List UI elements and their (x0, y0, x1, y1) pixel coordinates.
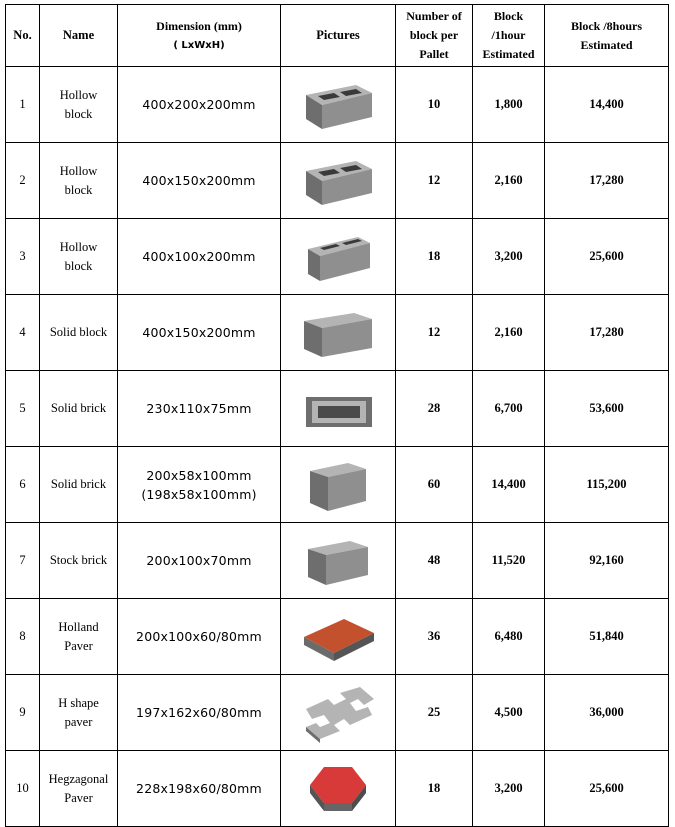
blocks-per-pallet: 18 (396, 219, 473, 295)
header-name: Name (40, 5, 118, 67)
blocks-per-hour: 3,200 (473, 219, 545, 295)
blocks-per-pallet: 60 (396, 447, 473, 523)
table-row (6, 751, 669, 827)
holland-paver-icon (284, 607, 392, 667)
header-per-8-hours: Block /8hours Estimated (545, 5, 669, 67)
header-no: No. (6, 5, 40, 67)
product-name: H shape paver (40, 675, 118, 751)
hexagonal-paver-icon (284, 759, 392, 819)
blocks-per-8-hours: 17,280 (545, 295, 669, 371)
dimension: 228x198x60/80mm (118, 751, 281, 827)
product-picture (281, 219, 396, 295)
row-number: 1 (6, 67, 40, 143)
blocks-per-pallet: 36 (396, 599, 473, 675)
table-row (6, 523, 669, 599)
blocks-per-hour: 6,700 (473, 371, 545, 447)
blocks-per-hour: 3,200 (473, 751, 545, 827)
table-row (6, 447, 669, 523)
dimension: 400x150x200mm (118, 295, 281, 371)
hollow-block-2-cores-icon (284, 151, 392, 211)
row-number: 4 (6, 295, 40, 371)
blocks-per-8-hours: 92,160 (545, 523, 669, 599)
solid-brick-icon (284, 455, 392, 515)
row-number: 8 (6, 599, 40, 675)
table-row (6, 143, 669, 219)
product-name: Hollow block (40, 143, 118, 219)
blocks-per-8-hours: 36,000 (545, 675, 669, 751)
product-picture (281, 67, 396, 143)
blocks-per-hour: 6,480 (473, 599, 545, 675)
dimension: 200x100x70mm (118, 523, 281, 599)
blocks-per-8-hours: 14,400 (545, 67, 669, 143)
product-name: Hegzagonal Paver (40, 751, 118, 827)
product-picture (281, 143, 396, 219)
header-per-hour: Block /1hour Estimated (473, 5, 545, 67)
product-picture (281, 295, 396, 371)
table-row (6, 219, 669, 295)
product-name: Holland Paver (40, 599, 118, 675)
blocks-per-8-hours: 25,600 (545, 751, 669, 827)
blocks-per-8-hours: 25,600 (545, 219, 669, 295)
blocks-per-hour: 11,520 (473, 523, 545, 599)
dimension: 400x150x200mm (118, 143, 281, 219)
dimension: 400x200x200mm (118, 67, 281, 143)
dimension: 200x100x60/80mm (118, 599, 281, 675)
row-number: 6 (6, 447, 40, 523)
row-number: 5 (6, 371, 40, 447)
blocks-per-8-hours: 17,280 (545, 143, 669, 219)
product-name: Hollow block (40, 219, 118, 295)
product-name: Hollow block (40, 67, 118, 143)
blocks-per-pallet: 28 (396, 371, 473, 447)
blocks-per-hour: 2,160 (473, 295, 545, 371)
block-spec-table (5, 4, 669, 827)
hollow-block-2-cores-icon (284, 75, 392, 135)
product-picture (281, 447, 396, 523)
blocks-per-pallet: 12 (396, 295, 473, 371)
blocks-per-8-hours: 51,840 (545, 599, 669, 675)
row-number: 10 (6, 751, 40, 827)
blocks-per-pallet: 25 (396, 675, 473, 751)
blocks-per-pallet: 48 (396, 523, 473, 599)
product-picture (281, 523, 396, 599)
blocks-per-pallet: 10 (396, 67, 473, 143)
blocks-per-pallet: 18 (396, 751, 473, 827)
header-dimension: Dimension (mm) ( LxWxH) (118, 5, 281, 67)
h-shape-paver-icon (284, 683, 392, 743)
row-number: 3 (6, 219, 40, 295)
product-name: Solid brick (40, 371, 118, 447)
product-picture (281, 675, 396, 751)
row-number: 7 (6, 523, 40, 599)
stock-brick-icon (284, 531, 392, 591)
product-picture (281, 599, 396, 675)
product-picture (281, 371, 396, 447)
dimension: 400x100x200mm (118, 219, 281, 295)
table-row (6, 67, 669, 143)
blocks-per-hour: 1,800 (473, 67, 545, 143)
row-number: 9 (6, 675, 40, 751)
table-row (6, 295, 669, 371)
blocks-per-hour: 2,160 (473, 143, 545, 219)
dimension: 230x110x75mm (118, 371, 281, 447)
product-name: Solid brick (40, 447, 118, 523)
solid-block-icon (284, 303, 392, 363)
header-row (6, 5, 669, 67)
table-row (6, 675, 669, 751)
product-picture (281, 751, 396, 827)
table-row (6, 371, 669, 447)
blocks-per-hour: 14,400 (473, 447, 545, 523)
product-name: Solid block (40, 295, 118, 371)
header-per-pallet: Number of block per Pallet (396, 5, 473, 67)
row-number: 2 (6, 143, 40, 219)
table-row (6, 599, 669, 675)
blocks-per-8-hours: 53,600 (545, 371, 669, 447)
blocks-per-8-hours: 115,200 (545, 447, 669, 523)
blocks-per-hour: 4,500 (473, 675, 545, 751)
hollow-block-slots-icon (284, 227, 392, 287)
dimension: 197x162x60/80mm (118, 675, 281, 751)
dimension: 200x58x100mm (198x58x100mm) (118, 447, 281, 523)
header-pictures: Pictures (281, 5, 396, 67)
product-name: Stock brick (40, 523, 118, 599)
frogged-brick-icon (284, 379, 392, 439)
blocks-per-pallet: 12 (396, 143, 473, 219)
